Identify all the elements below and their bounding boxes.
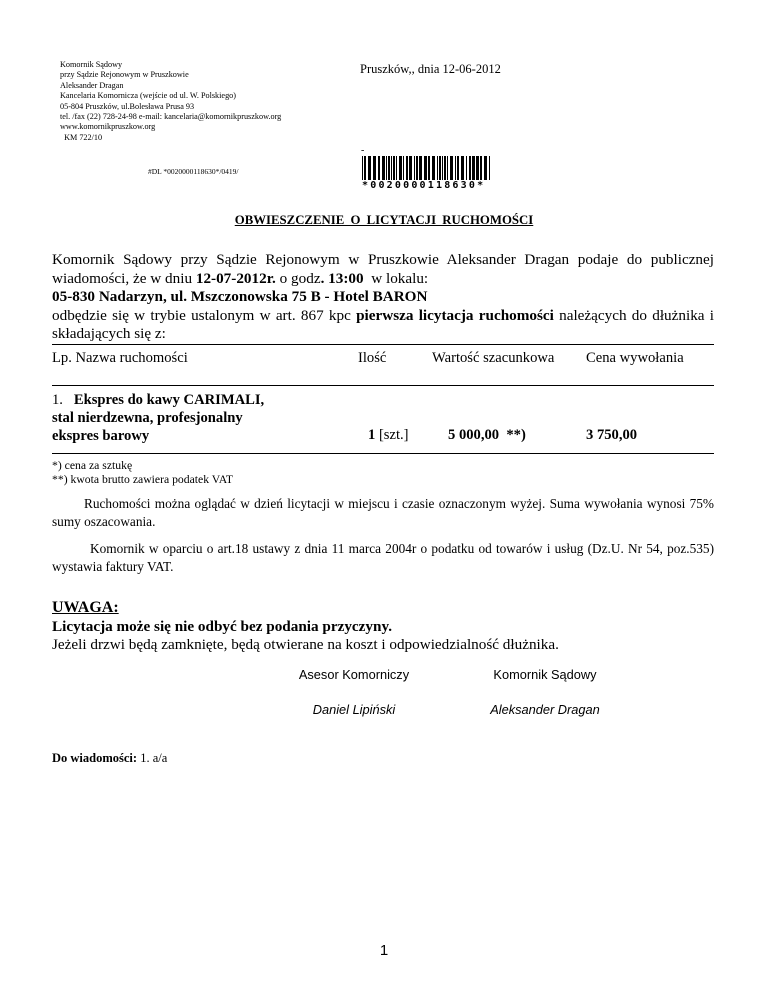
office-line: Aleksander Dragan — [60, 80, 124, 90]
column-header-name: Lp. Nazwa ruchomości — [52, 350, 188, 366]
intro-line: odbędzie się w trybie ustalonym w art. 867 kpc pierwsza licytacja ruchomości należących do dłużnika i — [52, 306, 715, 324]
case-number: KM 722/10 — [60, 132, 103, 142]
viewing-paragraph: Ruchomości można oglądać w dzień licytacji w miejscu i czasie oznaczonym wyżej. Suma wywołania wynosi 75% sumy oszacowania. — [52, 496, 714, 529]
warning-heading: UWAGA: — [52, 599, 119, 616]
auction-date: 12-07-2012r. — [195, 269, 276, 287]
intro-paragraph — [52, 251, 714, 344]
distribution: Do wiadomości: 1. a/a — [52, 751, 168, 765]
table-rule — [52, 453, 714, 454]
page-number: 1 — [379, 942, 389, 959]
column-header-quantity: Ilość — [358, 350, 387, 366]
dash-mark: - — [361, 145, 365, 156]
table-rule — [52, 344, 714, 345]
item-quantity: 1 [szt.] — [368, 427, 409, 443]
office-line: tel. /fax (22) 728-24-98 e-mail: kancelaria@komornikpruszkow.org — [60, 112, 282, 122]
auction-location: 05-830 Nadarzyn, ul. Mszczonowska 75 B - Hotel BARON — [52, 288, 428, 305]
intro-line: składających się z: — [52, 325, 166, 342]
office-line: Komornik Sądowy — [60, 60, 123, 69]
intro-line: wiadomości, że w dniu 12-07-2012r. o godz. 13:00 w lokalu: — [52, 269, 429, 287]
office-header — [60, 60, 281, 143]
warning-line: Jeżeli drzwi będą zamknięte, będą otwierane na koszt i odpowiedzialność dłużnika. — [52, 636, 559, 653]
barcode-text: *0020000118630* — [362, 180, 486, 191]
item-name: ekspres barowy — [52, 428, 150, 444]
item-name: stal nierdzewna, profesjonalny — [52, 410, 243, 426]
auction-time: . 13:00 — [320, 269, 364, 287]
document-date: Pruszków,, dnia 12-06-2012 — [360, 62, 501, 76]
office-line: www.komornikpruszkow.org — [60, 122, 156, 132]
signature-role-right: Komornik Sądowy — [493, 667, 597, 682]
office-line: Kancelaria Komornicza (wejście od ul. W. Polskiego) — [60, 91, 236, 101]
table-notes — [52, 459, 233, 487]
warning-section — [52, 599, 559, 655]
note: **) kwota brutto zawiera podatek VAT — [52, 473, 233, 486]
table-row — [52, 391, 264, 445]
document-title: OBWIESZCZENIE O LICYTACJI RUCHOMOŚCI — [234, 213, 534, 227]
row-number: 1. — [52, 392, 63, 408]
vat-paragraph: Komornik w oparciu o art.18 ustawy z dnia 11 marca 2004r o podatku od towarów i usług (Dz.U. Nr 54, poz.535) wystawia faktury VAT. — [52, 541, 714, 574]
signature-name-right: Aleksander Dragan — [490, 702, 600, 717]
warning-line: Licytacja może się nie odbyć bez podania przyczyny. — [52, 617, 392, 635]
note: *) cena za sztukę — [52, 459, 133, 472]
signature-name-left: Daniel Lipiński — [312, 702, 396, 717]
document-reference: #DL *0020000118630*/0419/ — [148, 167, 239, 176]
item-name: Ekspres do kawy CARIMALI, — [73, 392, 265, 408]
office-line: 05-804 Pruszków, ul.Bolesława Prusa 93 — [60, 101, 195, 111]
intro-line: Komornik Sądowy przy Sądzie Rejonowym w Pruszkowie Aleksander Dragan podaje do publicznej — [52, 251, 714, 268]
item-value: 5 000,00 **) — [448, 427, 526, 443]
table-rule — [52, 385, 714, 386]
column-header-value: Wartość szacunkowa — [432, 350, 555, 366]
column-header-price: Cena wywołania — [586, 350, 684, 366]
signature-role-left: Asesor Komorniczy — [298, 667, 410, 682]
item-price: 3 750,00 — [586, 427, 638, 443]
office-line: przy Sądzie Rejonowym w Pruszkowie — [60, 70, 189, 80]
